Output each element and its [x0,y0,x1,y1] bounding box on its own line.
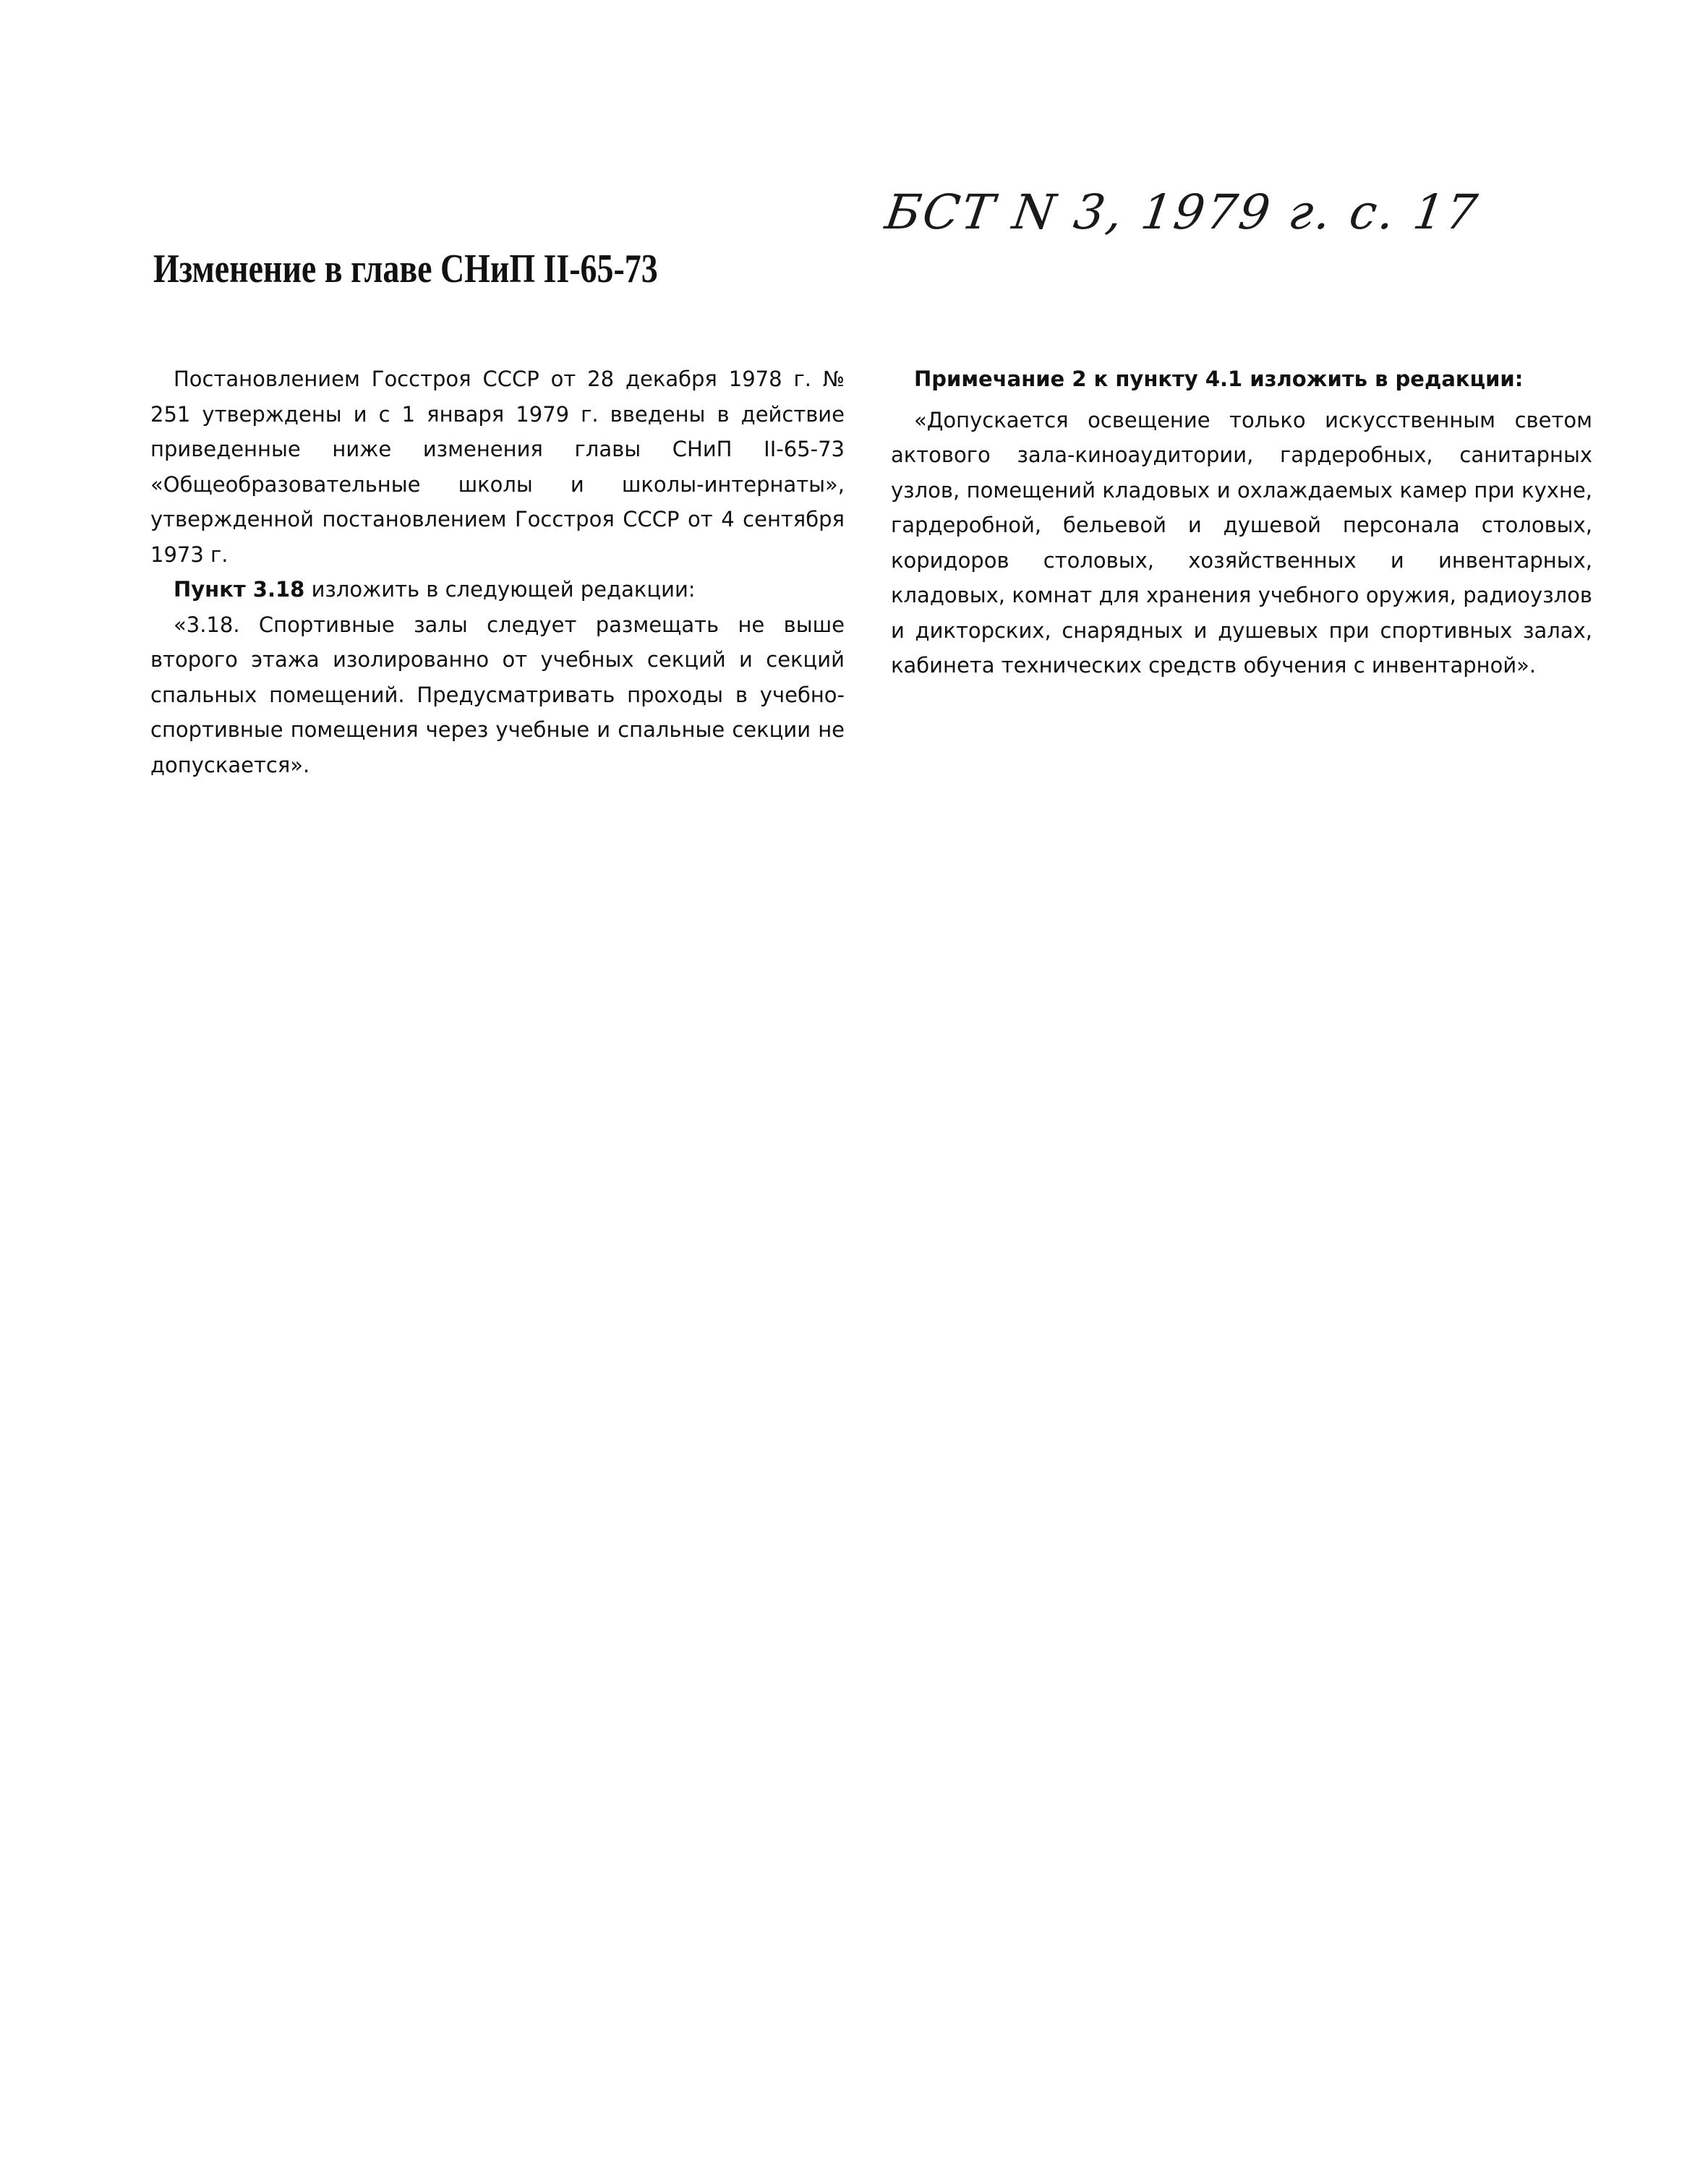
note-heading-rest: изложить в редакции: [1242,367,1524,391]
item-heading [150,572,845,607]
note-heading-lead: Примечание 2 к пункту 4.1 [914,367,1243,391]
item-heading-rest: изложить в следующей редакции: [304,577,696,602]
document-title: Изменение в главе СНиП II-65-73 [153,247,658,291]
note-heading [891,362,1592,397]
item-heading-lead: Пункт 3.18 [174,577,305,602]
item-text-paragraph: «3.18. Спортивные залы следует размещать не выше второго этажа изолированно от учебных секций и секций спальных помещений. Предусматривать проходы в учебно-спортивные помещения через учебные и спальные секции не допускается». [150,612,845,777]
intro-paragraph: Постановлением Госстроя СССР от 28 декабря 1978 г. № 251 утверждены и с 1 января 1979 г. введены в действие приведенные ниже изменения главы СНиП II-65-73 «Общеобразовательные школы и школы-интернаты», утвержденной постановлением Госстроя СССР от 4 сентября 1973 г. [150,367,845,567]
right-column [891,362,1592,683]
left-column [150,362,845,782]
note-text-paragraph: «Допускается освещение только искусственным светом актового зала-киноаудитории, гардеробных, санитарных узлов, помещений кладовых и охлаждаемых камер при кухне, гардеробной, бельевой и душевой персонала столовых, коридоров столовых, хозяйственных и инвентарных, кладовых, комнат для хранения учебного оружия, радиоузлов и дикторских, снарядных и душевых при спортивных залах, кабинета технических средств обучения с инвентарной». [891,407,1592,678]
handwritten-annotation: БСТ N 3, 1979 г. с. 17 [881,184,1483,240]
